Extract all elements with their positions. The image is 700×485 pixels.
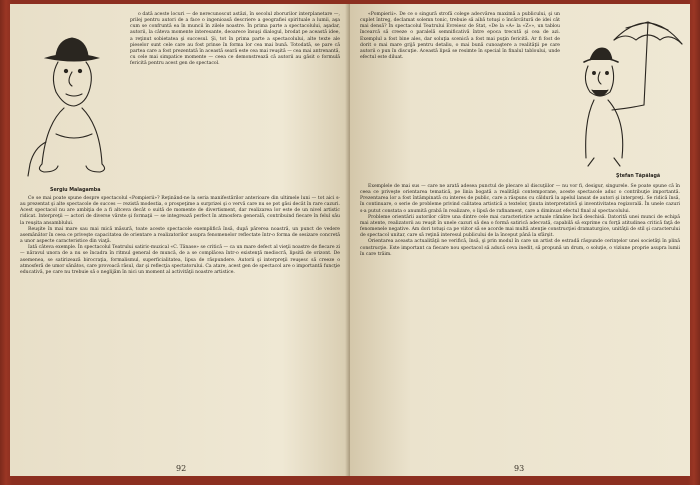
- paragraph: Iată câteva exemple. În spectacolul Teatrului satiric-muzical «C. Tănase» se critică — ca un mare defect al vieţii noastre de fiecare zi — năravul unora de a nu se încadra în ritmul general de muncă, de a se complăcea într-o existenţă mediocră, lipsită de orizont. De asemenea, se satirizează birocraţia, formalismul, superficialitatea, lipsa de răspundere. Autorii şi interpreţii reuşesc să creeze o atmosferă de umor sănătos, care provoacă râsul, dar şi reflecţia spectatorului. Ca atare, acest gen de spectacol are o importantă funcţie educativă, pe care nu trebuie să o neglijăm în nici un moment al activităţii noastre artistice.: [20, 245, 340, 275]
- illustration-caption-right: Ştefan Tăpălagă: [616, 174, 661, 179]
- page-number-left: 92: [176, 464, 187, 473]
- text-block-left-top: [130, 12, 340, 192]
- paragraph: Exemplele de mai sus — care ne arată adesea punctul de plecare al discuţiilor — nu vor fi, desigur, singurele. Se poate spune că în ceea ce priveşte orientarea tematică, pe linia bogată a realităţii contemporane, aceste spectacole aduc o contribuţie importantă. Prezentarea lor a fost întâmpinată cu interes de public, care a răspuns cu căldură la apelul lansat de autori şi interpreţi. Se ridică însă, în continuare, o serie de probleme privind calitatea artistică a textelor, ţinuta interpretativă şi inventivitatea regizorală. În unele cazuri s-a putut constata o anumită grabă în realizare, o lipsă de rafinament, care a diminuat efectul final al spectacolului.: [360, 184, 680, 214]
- page-number-right: 93: [514, 464, 525, 473]
- left-page: [10, 4, 350, 476]
- paragraph: Probleme orientării autorilor către una dintre cele mai caracteristice actuale rămâne încă deschisă. Datorită unei munci de echipă mai atente, realizatorii au reuşit în unele cazuri să dea o formă satirică adecvată, capabilă să exprime cu forţă atitudinea critică faţă de fenomenele negative. Am dori totuşi ca pe viitor să se acorde mai multă atenţie construcţiei dramaturgice, unităţii de stil şi caracterului de spectacol unitar, care să reţină interesul publicului de la început până la sfârşit.: [360, 214, 680, 239]
- text-block-left-main: [20, 196, 340, 461]
- text-block-right-main: [360, 184, 680, 462]
- paragraph: Reuşite în mai mare sau mai mică măsură, toate aceste spectacole exemplifică însă, după părerea noastră, un punct de vedere asemănător în ceea ce priveşte capacitatea de orientare a realizatorilor asupra fenomenelor reflectate într-o forma de sesizare concretă a unor aspecte caracteristice din viaţă.: [20, 226, 340, 245]
- caricature-illustration-left: [16, 14, 126, 179]
- paragraph: «Pompierii». De ce o singură strofă colege adecvărea maximă a publicului, şi un cuplet întreg, declamat solemn tonic, trebuie să aibă totuşi o încărcătură de idei cât mai densă? În spectacolul Teatrului Evreiesc de Stat, «De la «A» la «Z»», un tablou încearcă să creeze o paralelă semnificativă între epoca trecută şi cea de azi. Exemplul a fost bine ales, dar soluţia scenică a fost mai puţin fericită. Ar fi fost de dorit o mai mare grijă pentru detaliu, o mai bună cunoaştere a realităţii pe care autorii o pun în discuţie. Această lipsă se resimte în special în finalul tabloului, unde efectul este diluat.: [360, 12, 560, 61]
- paragraph: Orientarea aceasta actualităţii ne verifică, însă, şi prin modul în care un artist de estradă răspunde cerinţelor unei societăţi în plină construcţie. Este important ca fiecare nou spectacol să aducă ceva inedit, să propună un drum, o soluţie, o viziune proprie asupra lumii în care trăim.: [360, 239, 680, 257]
- right-page: [350, 4, 690, 476]
- text-block-right-top: [360, 12, 560, 192]
- paragraph: o dată aceste locuri — de nerecunoscut astăzi, în secolul zborurilor interplanetare —, prilej pentru autori de a face o ingenioasă descriere a geografiei spirituale a lumii, aşa cum se confruntă ea în muncii în zilele noastre. În prima parte a spectacolului, aşadar, autorii, la câteva momente interesante, deoarece însuşi dialogul, brodat pe această idee, a reţinut sobietatea şi succesul. Şi, tot în prima parte a spectacolului, alte texte ale pieselor sunt cele care au fost prinse în forma lor cea mai bună. Totodată, se pare că partea care a fost prezentată în această seară este cea mai reuşită — cea mai antrenantă, cu cele mai simpatice momente — ceea ce demonstrează că autorii au găsit o formulă fericită pentru acest gen de spectacol.: [130, 12, 340, 67]
- caricature-illustration-right: [564, 10, 684, 170]
- illustration-caption-left: Sergiu Malagamba: [50, 188, 101, 193]
- paragraph: Ce se mai poate spune despre spectacolul «Pompierii»? Reţinând-ne la seria manifestărilor anterioare din ultimele luni — tot aici s-au prezentat şi alte spectacole de succes — rezistă modestia, o prospeţime a surprizei şi o vervă care nu se pot găsi decât în rare cazuri. Acest spectacol nu are ambiţia de a fi altceva decât o suită de momente de divertisment, dar realizarea lor este de un nivel artistic ridicat. Interpreţii — actori de diverse vârste şi formaţii — se integrează perfect în atmosfera generală, contribuind fiecare în felul său la reuşita ansamblului.: [20, 196, 340, 226]
